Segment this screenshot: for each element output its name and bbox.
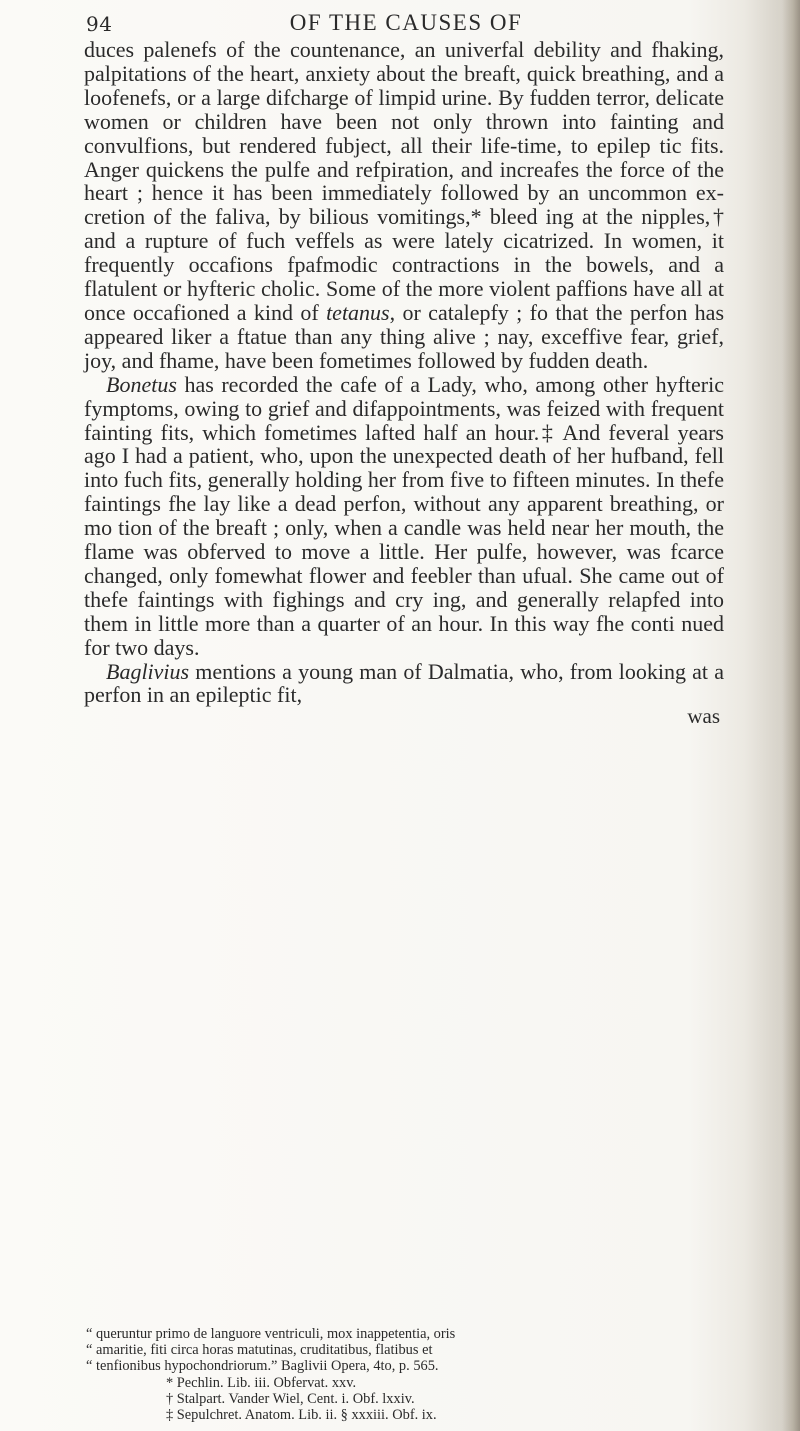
body-text [84,37,725,729]
footnotes [86,1326,726,1423]
term-tetanus: tetanus [326,299,390,325]
paragraph-1-end: , or catalepfy ; fo that the perfon has appeared liker a ftatue than any thing alive ; nay, exceffive fear, grief, joy, and fhame, have been fometimes followed by fudden death. [84,299,725,373]
footnote-quote-line-1: “ queruntur primo de languore ventriculi, mox inappetentia, oris [86,1326,456,1342]
footnote-asterisk: * Pechlin. Lib. iii. Obfervat. xxv. [166,1374,357,1391]
footnote-dagger: † Stalpart. Vander Wiel, Cent. i. Obf. lxxiv. [166,1390,415,1407]
page-spine-shadow [782,0,800,1431]
paragraph-3-text: mentions a young man of Dalmatia, who, from looking at a perfon in an epileptic fit, [84,658,724,708]
author-bonetus: Bonetus [106,371,177,397]
author-baglivius: Baglivius [106,658,190,684]
paragraph-1-text: duces palenefs of the countenance, an univerfal debility and fhaking, palpitations of the heart, anxiety about the breaft, quick breathing, and a loofenefs, or a large difcharge of limpid urine. By fudden terror, delicate women or children have been not only thrown into fainting and convulfions, but rendered fubject, all their life-time, to epilep tic fits. Anger quickens the pulfe and refpiration, and increafes the force of the heart ; hence it has been immediately followed by an uncommon ex cretion of the faliva, by bilious vomitings,* bleed ing at the nipples,† and a rupture of fuch veffels as were lately cicatrized. In women, it frequently occafions fpafmodic contractions in the bowels, and a flatulent or hyfteric cholic. Some of the more violent paffions have all at once occafioned a kind of [84,37,724,325]
running-head: OF THE CAUSES OF [289,10,523,35]
catchword: was [687,704,720,729]
paragraph-3 [84,660,724,708]
paragraph-1 [84,38,724,373]
footnote-quote-line-2: “ amaritie, fiti circa horas matutinas, cruditatibus, flatibus et [86,1342,433,1359]
page-header [86,6,726,40]
page-number: 94 [86,12,113,36]
footnote-double-dagger: ‡ Sepulchret. Anatom. Lib. ii. § xxxiii. Obf. ix. [166,1407,437,1424]
footnote-quote-line-3: “ tenfionibus hypochondriorum.” Baglivii Opera, 4to, p. 565. [86,1358,439,1375]
paragraph-2-text: has recorded the cafe of a Lady, who, among other hyfteric fymptoms, owing to grief and difappointments, was feized with frequent fainting fits, which fometimes lafted half an hour.‡ And feveral years ago I had a patient, who, upon the unexpected death of her hufband, fell into fuch fits, generally holding her from five to fifteen minutes. In thefe faintings fhe lay like a dead perfon, without any apparent breathing, or mo tion of the breaft ; only, when a candle was held near her mouth, the flame was obferved to move a little. Her pulfe, however, was fcarce changed, only fomewhat flower and feebler than ufual. She came out of thefe faintings with fighings and cry ing, and generally relapfed into them in little more than a quarter of an hour. In this way fhe conti nued for two days. [84,371,724,660]
paragraph-2 [84,373,724,660]
